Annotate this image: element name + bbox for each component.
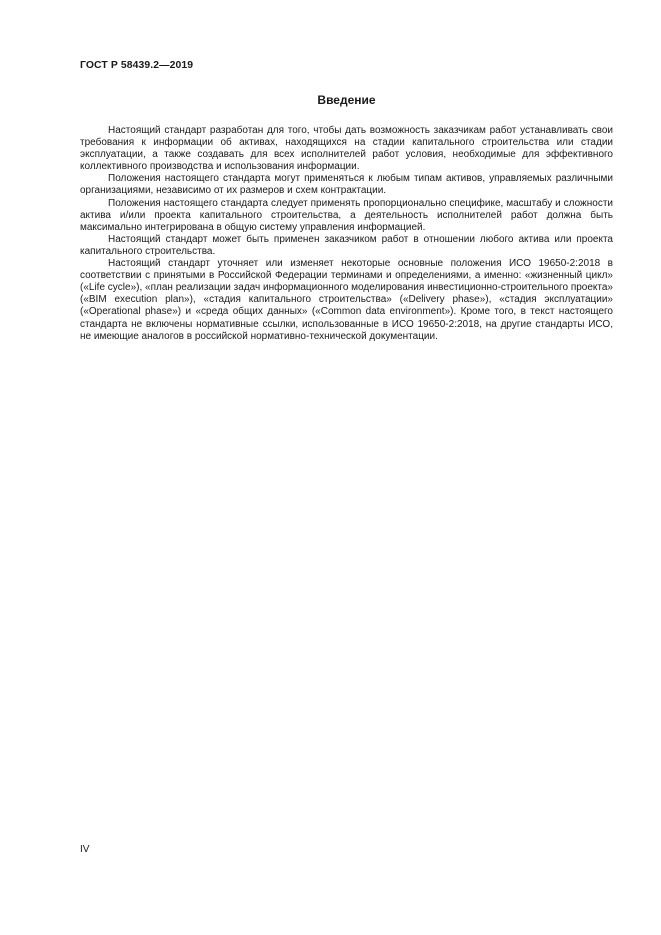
paragraph-1: Настоящий стандарт разработан для того, чтобы дать возможность заказчикам работ устанавливать свои требования к информации об активах, находящихся на стадии капитального строительства или стадии эксплуатации, а также создавать для всех исполнителей работ условия, необходимые для эффективного коллективного производства и использования информации.: [80, 125, 613, 173]
paragraph-5: Настоящий стандарт уточняет или изменяет некоторые основные положения ИСО 19650-2:2018 в соответствии с принятыми в Российской Федерации терминами и определениями, а именно: «жизненный цикл» («Life cycle»), «план реализации задач информационного моделирования инвестиционно-строительного проекта» («BIM execution plan»), «стадия капитального строительства» («Delivery phase»), «стадия эксплуатации» («Operational phase») и «среда общих данных» («Common data environment»). Кроме того, в текст настоящего стандарта не включены нормативные ссылки, использованные в ИСО 19650-2:2018, на другие стандарты ИСО, не имеющие аналогов в российской нормативно-технической документации.: [80, 258, 613, 342]
introduction-body: [80, 125, 613, 343]
page-number: IV: [80, 844, 90, 855]
section-title: Введение: [317, 93, 376, 107]
paragraph-2: Положения настоящего стандарта могут применяться к любым типам активов, управляемых различными организациями, независимо от их размеров и схем контрактации.: [80, 173, 613, 197]
document-header-code: ГОСТ Р 58439.2—2019: [80, 60, 194, 71]
paragraph-3: Положения настоящего стандарта следует применять пропорционально специфике, масштабу и сложности актива и/или проекта капитального строительства, а деятельность исполнителей работ должна быть максимально интегрирована в общую систему управления информацией.: [80, 197, 613, 233]
paragraph-4: Настоящий стандарт может быть применен заказчиком работ в отношении любого актива или проекта капитального строительства.: [80, 233, 613, 257]
